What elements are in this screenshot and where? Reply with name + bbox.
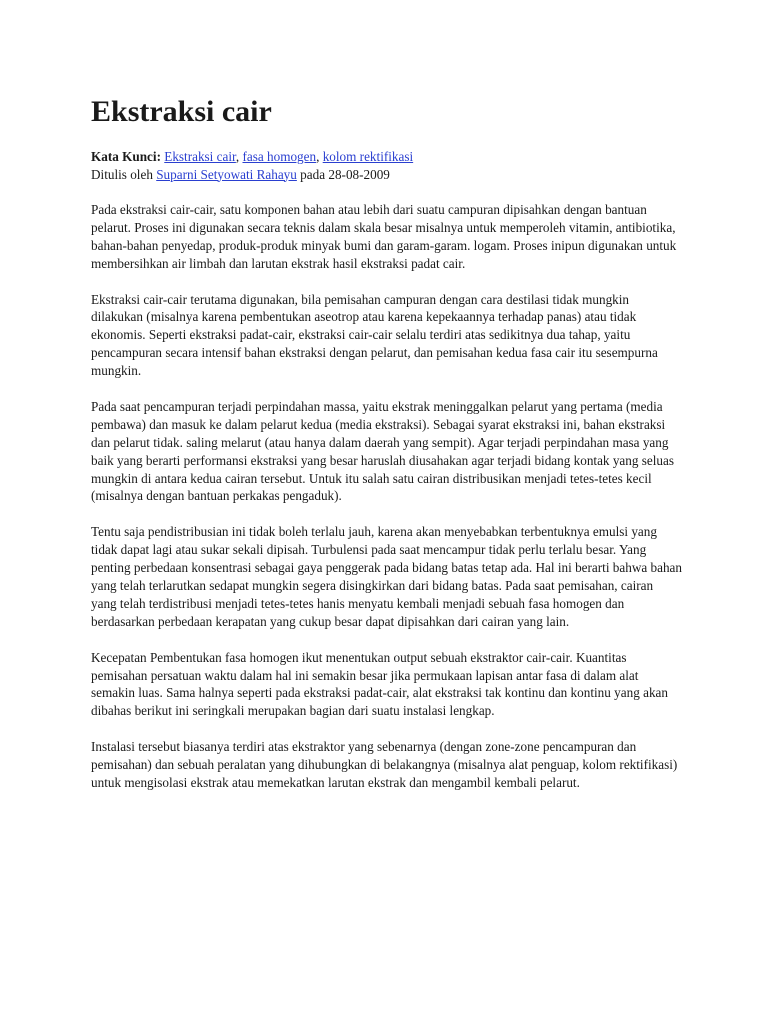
publish-date: pada 28-08-2009 <box>300 166 390 182</box>
keyword-separator: , <box>316 149 323 164</box>
byline <box>91 166 691 184</box>
keyword-separator: , <box>235 149 243 164</box>
keyword-link-ekstraksi-cair[interactable]: Ekstraksi cair <box>164 149 236 164</box>
paragraph: Instalasi tersebut biasanya terdiri atas ekstraktor yang sebenarnya (dengan zone-zone pencampuran dan pemisahan) dan sebuah peralatan yang dihubungkan di belakangnya (misalnya alat penguap, kolom rektifikasi) untuk mengisolasi ekstrak atau memekatkan larutan ekstrak dan mengambil kembali pelarut. <box>91 739 678 790</box>
paragraph: Kecepatan Pembentukan fasa homogen ikut menentukan output sebuah ekstraktor cair-cair. Kuantitas pemisahan persatuan waktu dalam hal ini semakin besar jika permukaan lapisan antar fasa di dalam alat semakin luas. Sama halnya seperti pada ekstraksi padat-cair, alat ekstraksi tak kontinu dan kontinu yang akan dibahas berikut ini seringkali merupakan bagian dari suatu instalasi lengkap. <box>91 649 668 719</box>
keywords-label: Kata Kunci: <box>91 149 161 164</box>
keywords-line <box>91 148 691 166</box>
paragraph: Pada saat pencampuran terjadi perpindahan massa, yaitu ekstrak meninggalkan pelarut yang pertama (media pembawa) dan masuk ke dalam pelarut kedua (media ekstraksi). Sebagai syarat ekstraksi ini, bahan ekstraksi dan pelarut tidak. saling melarut (atau hanya dalam daerah yang sempit). Agar terjadi perpindahan masa yang baik yang berarti performansi ekstraksi yang besar haruslah diusahakan agar terjadi bidang kontak yang seluas mungkin di antara kedua cairan tersebut. Untuk itu salah satu cairan distribusikan menjadi tetes-tetes kecil (misalnya dengan bantuan perkakas pengaduk). <box>91 398 674 504</box>
page-title: Ekstraksi cair <box>91 95 272 128</box>
keyword-link-fasa-homogen[interactable]: fasa homogen <box>242 149 317 164</box>
article-body <box>91 201 682 810</box>
paragraph: Pada ekstraksi cair-cair, satu komponen bahan atau lebih dari suatu campuran dipisahkan dengan bantuan pelarut. Proses ini digunakan secara teknis dalam skala besar misalnya untuk memperoleh vitamin, antibiotika, bahan-bahan penyedap, produk-produk minyak bumi dan garam-garam. logam. Proses inipun digunakan untuk membersihkan air limbah dan larutan ekstrak hasil ekstraksi padat cair. <box>91 202 677 271</box>
article-meta <box>91 148 691 183</box>
keyword-link-kolom-rektifikasi[interactable]: kolom rektifikasi <box>322 149 414 164</box>
paragraph: Ekstraksi cair-cair terutama digunakan, bila pemisahan campuran dengan cara destilasi tidak mungkin dilakukan (misalnya karena pembentukan aseotrop atau karena kepekaannya terhadap panas) atau tidak ekonomis. Seperti ekstraksi padat-cair, ekstraksi cair-cair selalu terdiri atas sedikitnya dua tahap, yaitu pencampuran secara intensif bahan ekstraksi dengan pelarut, dan pemisahan kedua fasa cair itu sesempurna mungkin. <box>91 291 658 379</box>
author-link[interactable]: Suparni Setyowati Rahayu <box>156 166 297 182</box>
paragraph: Tentu saja pendistribusian ini tidak boleh terlalu jauh, karena akan menyebabkan terbentuknya emulsi yang tidak dapat lagi atau sukar sekali dipisah. Turbulensi pada saat mencampur tidak perlu terlalu besar. Yang penting perbedaan konsentrasi sebagai gaya penggerak pada bidang batas tetap ada. Hal ini berarti bahwa bahan yang telah terlarutkan sedapat mungkin segera disingkirkan dari bidang batas. Pada saat pemisahan, cairan yang telah terdistribusi menjadi tetes-tetes hanis menyatu kembali menjadi sebuah fasa homogen dan berdasarkan perbedaan kerapatan yang cukup besar dapat dipisahkan dari cairan yang lain. <box>91 524 682 629</box>
author-prefix: Ditulis oleh <box>91 166 153 182</box>
